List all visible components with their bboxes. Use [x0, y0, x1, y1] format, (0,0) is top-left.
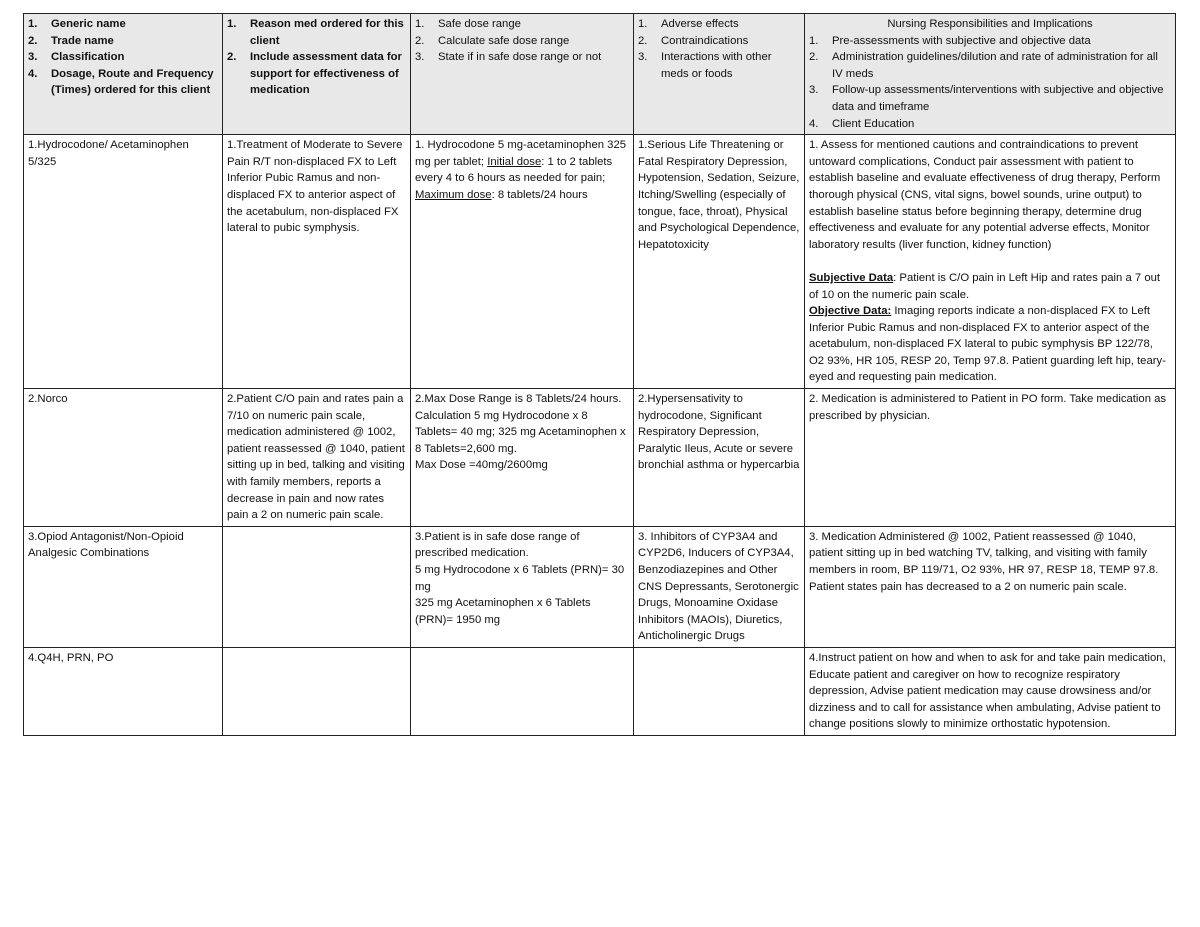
header-list [28, 16, 218, 99]
item-number: 1. [28, 18, 38, 30]
header-item [638, 49, 800, 82]
item-number: 3. [415, 51, 425, 64]
dose-line: 1. Hydrocodone 5 mg-acetaminophen 325 mg per tablet; [415, 139, 627, 168]
item-number: 2. [415, 34, 425, 47]
header-item [638, 33, 800, 50]
item-text: Contraindications [661, 34, 749, 47]
header-item [28, 66, 218, 99]
initial-dose-text: : 1 to 2 tablets every 4 to 6 hours as needed for pain; [415, 155, 613, 185]
subjective-label: Subjective Data [809, 271, 894, 284]
dose-line: 325 mg Acetaminophen x 6 Tablets (PRN)= 1950 mg [415, 597, 591, 626]
header-list [415, 16, 629, 66]
header-item [28, 33, 218, 50]
item-number: 2. [28, 34, 38, 47]
cell-reason: 2.Patient C/O pain and rates pain a 7/10 on numeric pain scale, medication administered @ 1002, patient reassessed @ 1040, patient sitting up in bed, talking and visiting with family members, reports a decrease in pain and now rates pain a 2 on numeric pain scale. [223, 389, 411, 527]
item-text: Client Education [832, 117, 915, 130]
dose-line: Calculation 5 mg Hydrocodone x 8 Tablets= 40 mg; 325 mg Acetaminophen x 8 Tablets=2,600 mg. [415, 409, 626, 455]
dose-line: Max Dose =40mg/2600mg [415, 459, 548, 472]
cell-reason [223, 647, 411, 735]
cell-trade-name: 2.Norco [24, 389, 223, 527]
dose-line: 3.Patient is in safe dose range of prescribed medication. [415, 530, 580, 560]
spacer [809, 253, 1171, 270]
item-text: Administration guidelines/dilution and rate of administration for all IV meds [832, 51, 1158, 80]
dose-line: 5 mg Hydrocodone x 6 Tablets (PRN)= 30 mg [415, 564, 625, 593]
header-item [415, 33, 629, 50]
header-item [809, 33, 1171, 50]
item-text: Include assessment data for support for effectiveness of medication [250, 51, 402, 97]
initial-dose-label: Initial dose [487, 155, 542, 168]
header-cell-drug-info [24, 14, 223, 135]
cell-reason [223, 526, 411, 647]
item-number: 3. [809, 84, 819, 97]
header-item [28, 16, 218, 33]
cell-dose [411, 135, 634, 389]
item-number: 1. [638, 18, 648, 30]
item-text: Dosage, Route and Frequency (Times) ordered for this client [51, 67, 214, 97]
cell-nursing [805, 135, 1176, 389]
cell-nursing: 3. Medication Administered @ 1002, Patient reassessed @ 1040, patient sitting up in bed watching TV, talking, and visiting with family members in room, BP 119/71, O2 93%, HR 97, RESP 18, TEMP 97.8. Patient states pain has decreased to a 2 on numeric pain scale. [805, 526, 1176, 647]
subjective-data [809, 270, 1171, 303]
cell-interactions: 3. Inhibitors of CYP3A4 and CYP2D6, Inducers of CYP3A4, Benzodiazepines and Other CNS Depressants, Serotonergic Drugs, Monoamine Oxidase Inhibitors (MAOIs), Diuretics, Anticholinergic Drugs [634, 526, 805, 647]
header-item [415, 49, 629, 66]
item-text: State if in safe dose range or not [438, 51, 602, 64]
header-item [415, 16, 629, 33]
header-item [638, 16, 800, 33]
item-number: 1. [415, 18, 425, 30]
cell-generic-name: 1.Hydrocodone/ Acetaminophen 5/325 [24, 135, 223, 389]
header-list [638, 16, 800, 82]
dose-line: 2.Max Dose Range is 8 Tablets/24 hours. [415, 393, 622, 406]
item-text: Adverse effects [661, 18, 739, 30]
cell-adverse: 1.Serious Life Threatening or Fatal Respiratory Depression, Hypotension, Sedation, Seizure, Itching/Swelling (especially of tongue, face, throat), Physical and Psychological Dependence, Hepatotoxicity [634, 135, 805, 389]
cell-contraindications: 2.Hypersensativity to hydrocodone, Significant Respiratory Depression, Paralytic Ileus, Acute or severe bronchial asthma or hypercarbia [634, 389, 805, 527]
item-text: Pre-assessments with subjective and objective data [832, 34, 1091, 47]
item-number: 2. [809, 51, 819, 64]
item-number: 4. [28, 67, 38, 80]
item-number: 1. [227, 18, 237, 30]
header-item [227, 16, 406, 49]
table-row [24, 647, 1176, 735]
cell-dosage-route: 4.Q4H, PRN, PO [24, 647, 223, 735]
objective-text: Imaging reports indicate a non-displaced FX to Left Inferior Pubic Ramus and non-displaced FX to anterior aspect of the acetabulum, non-displaced FX lateral to pubic symphysis BP 122/78, O2 93%, HR 105, RESP 20, Temp 97.8. Patient guarding left hip, teary-eyed and requesting pain medication. [809, 305, 1166, 384]
medication-table [23, 13, 1176, 736]
header-item [809, 116, 1171, 133]
item-number: 4. [809, 117, 819, 130]
item-number: 3. [638, 51, 648, 64]
table-row [24, 526, 1176, 647]
header-item [227, 49, 406, 99]
item-text: Follow-up assessments/interventions with subjective and objective data and timeframe [832, 84, 1164, 113]
item-text: Calculate safe dose range [438, 34, 570, 47]
cell-dose [411, 389, 634, 527]
nursing-title: Nursing Responsibilities and Implications [887, 18, 1093, 30]
item-text: Trade name [51, 34, 114, 47]
cell-dose [411, 647, 634, 735]
item-number: 1. [809, 34, 819, 47]
header-list [227, 16, 406, 99]
objective-data [809, 303, 1171, 386]
header-cell-dose [411, 14, 634, 135]
item-text: Interactions with other meds or foods [661, 51, 772, 80]
item-number: 3. [28, 51, 38, 64]
cell-nursing: 2. Medication is administered to Patient in PO form. Take medication as prescribed by physician. [805, 389, 1176, 527]
subjective-text: : Patient is C/O pain in Left Hip and rates pain a 7 out of 10 on the numeric pain scale. [809, 271, 1161, 301]
item-text: Safe dose range [438, 18, 521, 30]
table-header-row [24, 14, 1176, 135]
header-item [809, 49, 1171, 82]
cell-classification: 3.Opiod Antagonist/Non-Opioid Analgesic Combinations [24, 526, 223, 647]
max-dose-label: Maximum dose [415, 188, 492, 201]
max-dose-text: : 8 tablets/24 hours [491, 188, 588, 201]
assessment-text: 1. Assess for mentioned cautions and contraindications to prevent untoward complications, Conduct pair assessment with patient to establish baseline and evaluate effectiveness of drug therapy, Perform thorough physical (CNS, vital signs, bowel sounds, urine output) to establish baseline status before beginning therapy, determine drug effectiveness and evaluate for any potential adverse effects, Monitor laboratory results (liver function, kidney function) [809, 139, 1161, 251]
item-number: 2. [638, 34, 648, 47]
table-row [24, 135, 1176, 389]
cell-reason: 1.Treatment of Moderate to Severe Pain R/T non-displaced FX to Left Inferior Pubic Ramus and non-displaced FX to anterior aspect of the acetabulum, non-displaced FX lateral to pubic symphysis. [223, 135, 411, 389]
item-text: Reason med ordered for this client [250, 18, 404, 47]
header-cell-adverse [634, 14, 805, 135]
table-row [24, 389, 1176, 527]
objective-label: Objective Data: [809, 305, 892, 318]
item-number: 2. [227, 51, 237, 64]
cell-dose [411, 526, 634, 647]
header-item [809, 82, 1171, 115]
cell-adverse [634, 647, 805, 735]
header-list [809, 33, 1171, 133]
header-item [28, 49, 218, 66]
item-text: Generic name [51, 18, 126, 30]
header-cell-nursing [805, 14, 1176, 135]
cell-client-education: 4.Instruct patient on how and when to ask for and take pain medication, Educate patient and caregiver on how to recognize respiratory depression, Advise patient medication may cause drowsiness and/or dizziness and to call for assistance when ambulating, Advise patient to change positions slowly to minimize orthostatic hypotension. [805, 647, 1176, 735]
item-text: Classification [51, 51, 125, 64]
header-cell-reason [223, 14, 411, 135]
